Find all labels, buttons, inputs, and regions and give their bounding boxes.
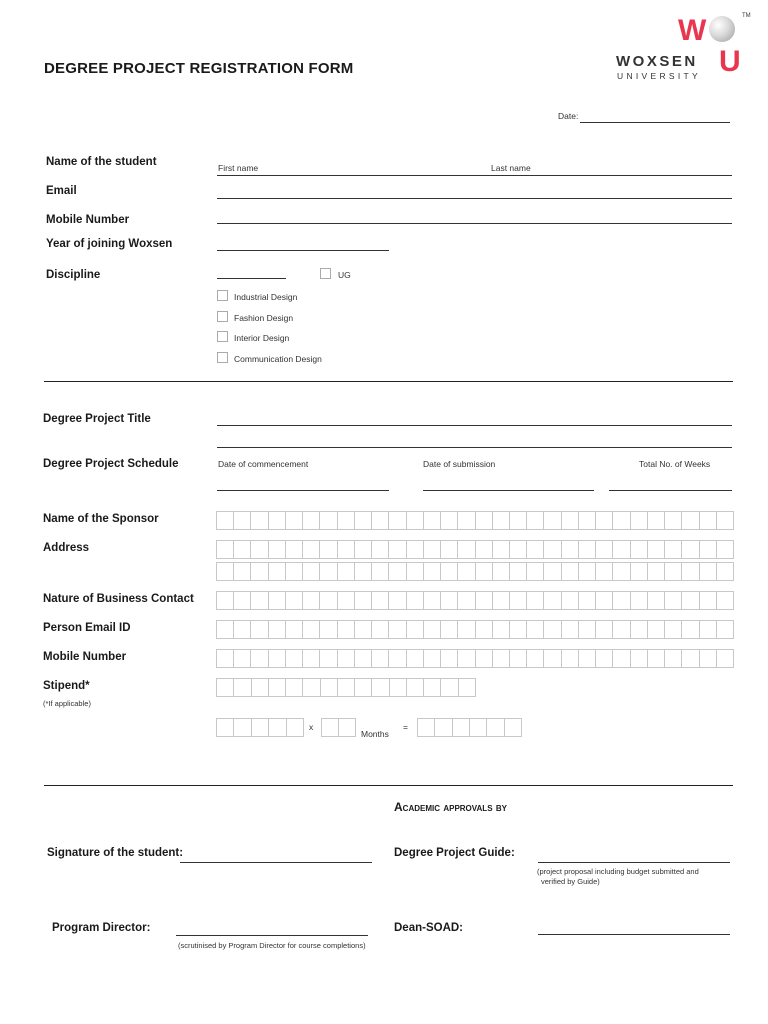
grid-cell[interactable] (665, 650, 682, 667)
grid-cell[interactable] (303, 541, 320, 558)
grid-cell[interactable] (527, 621, 544, 638)
grid-cell[interactable] (234, 650, 251, 667)
months-label: Months (361, 729, 389, 739)
grid-cell[interactable] (287, 719, 303, 736)
interior-design-label: Interior Design (234, 333, 290, 343)
stipend-note: (*If applicable) (43, 699, 91, 708)
grid-cell[interactable] (682, 621, 699, 638)
page-title: DEGREE PROJECT REGISTRATION FORM (44, 60, 354, 77)
grid-cell[interactable] (682, 592, 699, 609)
submission-label: Date of submission (423, 459, 496, 469)
grid-cell[interactable] (269, 679, 286, 696)
grid-cell[interactable] (631, 512, 648, 529)
grid-cell[interactable] (544, 541, 561, 558)
grid-cell[interactable] (303, 592, 320, 609)
director-label: Program Director: (52, 922, 151, 934)
grid-cell[interactable] (527, 541, 544, 558)
grid-cell[interactable] (355, 679, 372, 696)
grid-cell[interactable] (562, 563, 579, 580)
grid-cell[interactable] (320, 650, 337, 667)
stipend-amount-grid[interactable] (216, 718, 304, 737)
last-name-label: Last name (491, 163, 531, 173)
grid-cell[interactable] (372, 512, 389, 529)
grid-cell[interactable] (631, 592, 648, 609)
grid-cell[interactable] (217, 512, 234, 529)
grid-cell[interactable] (562, 650, 579, 667)
grid-cell[interactable] (631, 541, 648, 558)
grid-cell[interactable] (389, 650, 406, 667)
grid-cell[interactable] (320, 621, 337, 638)
grid-cell[interactable] (596, 563, 613, 580)
project-title-label: Degree Project Title (43, 413, 151, 425)
grid-cell[interactable] (476, 563, 493, 580)
project-title-field-1[interactable] (217, 425, 732, 426)
grid-cell[interactable] (389, 592, 406, 609)
sponsor-email-grid[interactable] (216, 620, 734, 639)
grid-cell[interactable] (717, 563, 733, 580)
grid-cell[interactable] (269, 563, 286, 580)
grid-cell[interactable] (269, 719, 286, 736)
grid-cell[interactable] (470, 719, 487, 736)
grid-cell[interactable] (320, 592, 337, 609)
email-label: Email (46, 185, 77, 197)
grid-cell[interactable] (682, 541, 699, 558)
grid-cell[interactable] (665, 592, 682, 609)
grid-cell[interactable] (487, 719, 504, 736)
grid-cell[interactable] (700, 592, 717, 609)
project-title-field-2[interactable] (217, 447, 732, 448)
year-field[interactable] (217, 250, 389, 251)
grid-cell[interactable] (544, 512, 561, 529)
grid-cell[interactable] (493, 541, 510, 558)
commencement-field[interactable] (217, 490, 389, 491)
grid-cell[interactable] (596, 592, 613, 609)
student-name-label: Name of the student (46, 156, 157, 168)
grid-cell[interactable] (286, 592, 303, 609)
grid-cell[interactable] (424, 621, 441, 638)
grid-cell[interactable] (493, 512, 510, 529)
grid-cell[interactable] (217, 592, 234, 609)
grid-cell[interactable] (322, 719, 339, 736)
grid-cell[interactable] (579, 592, 596, 609)
grid-cell[interactable] (700, 563, 717, 580)
grid-cell[interactable] (389, 621, 406, 638)
approvals-heading: Academic approvals by (394, 800, 507, 814)
grid-cell[interactable] (435, 719, 452, 736)
grid-cell[interactable] (596, 512, 613, 529)
grid-cell[interactable] (407, 679, 424, 696)
grid-cell[interactable] (596, 650, 613, 667)
address-label: Address (43, 542, 90, 554)
logo-w: W (678, 14, 707, 47)
grid-cell[interactable] (303, 679, 320, 696)
guide-label: Degree Project Guide: (394, 847, 515, 859)
grid-cell[interactable] (217, 621, 234, 638)
student-signature-label: Signature of the student: (47, 847, 184, 859)
grid-cell[interactable] (476, 650, 493, 667)
grid-cell[interactable] (648, 650, 665, 667)
grid-cell[interactable] (251, 563, 268, 580)
grid-cell[interactable] (424, 563, 441, 580)
grid-cell[interactable] (510, 650, 527, 667)
grid-cell[interactable] (389, 512, 406, 529)
grid-cell[interactable] (424, 650, 441, 667)
grid-cell[interactable] (407, 512, 424, 529)
grid-cell[interactable] (372, 679, 389, 696)
grid-cell[interactable] (700, 512, 717, 529)
grid-cell[interactable] (407, 621, 424, 638)
grid-cell[interactable] (372, 621, 389, 638)
grid-cell[interactable] (613, 650, 630, 667)
grid-cell[interactable] (372, 650, 389, 667)
grid-cell[interactable] (700, 650, 717, 667)
grid-cell[interactable] (269, 592, 286, 609)
grid-cell[interactable] (453, 719, 470, 736)
grid-cell[interactable] (338, 592, 355, 609)
grid-cell[interactable] (493, 592, 510, 609)
grid-cell[interactable] (441, 592, 458, 609)
date-label: Date: (558, 111, 579, 121)
nature-grid[interactable] (216, 591, 734, 610)
grid-cell[interactable] (234, 679, 251, 696)
grid-cell[interactable] (418, 719, 435, 736)
guide-note-1: (project proposal including budget submitted and (537, 867, 699, 876)
grid-cell[interactable] (217, 650, 234, 667)
project-schedule-label: Degree Project Schedule (43, 458, 179, 470)
grid-cell[interactable] (700, 621, 717, 638)
grid-cell[interactable] (441, 679, 458, 696)
grid-cell[interactable] (458, 650, 475, 667)
section-divider-2 (44, 785, 733, 786)
grid-cell[interactable] (562, 621, 579, 638)
industrial-design-checkbox[interactable] (217, 290, 228, 301)
grid-cell[interactable] (510, 563, 527, 580)
stipend-grid[interactable] (216, 678, 476, 697)
grid-cell[interactable] (527, 512, 544, 529)
grid-cell[interactable] (355, 563, 372, 580)
discipline-label: Discipline (46, 269, 101, 281)
grid-cell[interactable] (544, 621, 561, 638)
grid-cell[interactable] (338, 541, 355, 558)
grid-cell[interactable] (424, 541, 441, 558)
logo-name: WOXSEN (616, 53, 698, 70)
grid-cell[interactable] (320, 541, 337, 558)
grid-cell[interactable] (596, 541, 613, 558)
grid-cell[interactable] (458, 512, 475, 529)
address-grid-2[interactable] (216, 562, 734, 581)
grid-cell[interactable] (665, 512, 682, 529)
grid-cell[interactable] (286, 541, 303, 558)
grid-cell[interactable] (579, 621, 596, 638)
grid-cell[interactable] (579, 512, 596, 529)
grid-cell[interactable] (441, 650, 458, 667)
grid-cell[interactable] (510, 512, 527, 529)
date-field[interactable] (580, 122, 730, 123)
grid-cell[interactable] (303, 512, 320, 529)
grid-cell[interactable] (338, 679, 355, 696)
grid-cell[interactable] (476, 621, 493, 638)
grid-cell[interactable] (682, 563, 699, 580)
nature-label: Nature of Business Contact (43, 593, 194, 605)
grid-cell[interactable] (320, 512, 337, 529)
communication-design-label: Communication Design (234, 354, 322, 364)
grid-cell[interactable] (458, 541, 475, 558)
grid-cell[interactable] (648, 621, 665, 638)
grid-cell[interactable] (613, 563, 630, 580)
grid-cell[interactable] (648, 563, 665, 580)
grid-cell[interactable] (355, 650, 372, 667)
grid-cell[interactable] (372, 541, 389, 558)
sponsor-email-label: Person Email ID (43, 622, 131, 634)
logo-university: UNIVERSITY (617, 71, 702, 81)
ug-checkbox[interactable] (320, 268, 331, 279)
grid-cell[interactable] (234, 541, 251, 558)
grid-cell[interactable] (251, 541, 268, 558)
address-grid-1[interactable] (216, 540, 734, 559)
grid-cell[interactable] (407, 592, 424, 609)
grid-cell[interactable] (338, 512, 355, 529)
grid-cell[interactable] (372, 563, 389, 580)
grid-cell[interactable] (424, 679, 441, 696)
grid-cell[interactable] (339, 719, 355, 736)
grid-cell[interactable] (476, 592, 493, 609)
grid-cell[interactable] (682, 512, 699, 529)
grid-cell[interactable] (251, 621, 268, 638)
grid-cell[interactable] (303, 563, 320, 580)
interior-design-checkbox[interactable] (217, 331, 228, 342)
grid-cell[interactable] (338, 621, 355, 638)
grid-cell[interactable] (389, 563, 406, 580)
weeks-label: Total No. of Weeks (639, 459, 711, 469)
dean-signature-field[interactable] (538, 934, 730, 935)
grid-cell[interactable] (252, 719, 269, 736)
grid-cell[interactable] (631, 563, 648, 580)
times-sign: x (309, 722, 314, 732)
grid-cell[interactable] (355, 592, 372, 609)
grid-cell[interactable] (648, 512, 665, 529)
grid-cell[interactable] (441, 512, 458, 529)
grid-cell[interactable] (631, 621, 648, 638)
grid-cell[interactable] (269, 512, 286, 529)
grid-cell[interactable] (579, 650, 596, 667)
grid-cell[interactable] (544, 592, 561, 609)
mobile-label: Mobile Number (46, 214, 130, 226)
grid-cell[interactable] (458, 592, 475, 609)
grid-cell[interactable] (321, 679, 338, 696)
grid-cell[interactable] (424, 512, 441, 529)
grid-cell[interactable] (717, 621, 733, 638)
grid-cell[interactable] (390, 679, 407, 696)
stipend-label: Stipend* (43, 680, 90, 692)
months-grid[interactable] (321, 718, 356, 737)
grid-cell[interactable] (717, 512, 733, 529)
industrial-design-label: Industrial Design (234, 292, 298, 302)
section-divider-1 (44, 381, 733, 382)
grid-cell[interactable] (717, 541, 733, 558)
grid-cell[interactable] (613, 592, 630, 609)
grid-cell[interactable] (665, 563, 682, 580)
grid-cell[interactable] (505, 719, 521, 736)
grid-cell[interactable] (682, 650, 699, 667)
grid-cell[interactable] (613, 541, 630, 558)
grid-cell[interactable] (493, 563, 510, 580)
grid-cell[interactable] (424, 592, 441, 609)
grid-cell[interactable] (407, 563, 424, 580)
grid-cell[interactable] (286, 679, 303, 696)
grid-cell[interactable] (596, 621, 613, 638)
guide-note-2: verified by Guide) (541, 877, 600, 886)
grid-cell[interactable] (579, 541, 596, 558)
grid-cell[interactable] (286, 650, 303, 667)
guide-signature-field[interactable] (538, 862, 730, 863)
grid-cell[interactable] (217, 541, 234, 558)
grid-cell[interactable] (407, 650, 424, 667)
grid-cell[interactable] (527, 563, 544, 580)
student-name-field[interactable] (217, 175, 732, 176)
grid-cell[interactable] (372, 592, 389, 609)
fashion-design-checkbox[interactable] (217, 311, 228, 322)
grid-cell[interactable] (320, 563, 337, 580)
grid-cell[interactable] (613, 512, 630, 529)
grid-cell[interactable] (252, 679, 269, 696)
grid-cell[interactable] (338, 650, 355, 667)
ug-label: UG (338, 270, 351, 280)
grid-cell[interactable] (493, 650, 510, 667)
grid-cell[interactable] (338, 563, 355, 580)
grid-cell[interactable] (389, 541, 406, 558)
stipend-total-grid[interactable] (417, 718, 522, 737)
grid-cell[interactable] (544, 650, 561, 667)
grid-cell[interactable] (441, 621, 458, 638)
grid-cell[interactable] (562, 541, 579, 558)
grid-cell[interactable] (648, 541, 665, 558)
sponsor-mobile-label: Mobile Number (43, 651, 127, 663)
weeks-field[interactable] (609, 490, 732, 491)
grid-cell[interactable] (355, 512, 372, 529)
grid-cell[interactable] (527, 592, 544, 609)
grid-cell[interactable] (527, 650, 544, 667)
grid-cell[interactable] (286, 621, 303, 638)
grid-cell[interactable] (355, 621, 372, 638)
grid-cell[interactable] (510, 541, 527, 558)
grid-cell[interactable] (251, 512, 268, 529)
equals-sign: = (403, 722, 408, 732)
grid-cell[interactable] (234, 592, 251, 609)
sponsor-mobile-grid[interactable] (216, 649, 734, 668)
grid-cell[interactable] (476, 512, 493, 529)
logo-trademark: TM (742, 13, 751, 19)
grid-cell[interactable] (700, 541, 717, 558)
grid-cell[interactable] (234, 621, 251, 638)
grid-cell[interactable] (562, 512, 579, 529)
grid-cell[interactable] (717, 650, 733, 667)
grid-cell[interactable] (269, 650, 286, 667)
director-signature-field[interactable] (176, 935, 368, 936)
grid-cell[interactable] (269, 621, 286, 638)
sponsor-name-grid[interactable] (216, 511, 734, 530)
grid-cell[interactable] (562, 592, 579, 609)
grid-cell[interactable] (303, 621, 320, 638)
sponsor-name-label: Name of the Sponsor (43, 513, 159, 525)
grid-cell[interactable] (355, 541, 372, 558)
grid-cell[interactable] (613, 621, 630, 638)
first-name-label: First name (218, 163, 259, 173)
grid-cell[interactable] (717, 592, 733, 609)
grid-cell[interactable] (269, 541, 286, 558)
grid-cell[interactable] (286, 512, 303, 529)
submission-field[interactable] (423, 490, 594, 491)
grid-cell[interactable] (286, 563, 303, 580)
grid-cell[interactable] (493, 621, 510, 638)
grid-cell[interactable] (510, 621, 527, 638)
grid-cell[interactable] (648, 592, 665, 609)
grid-cell[interactable] (441, 541, 458, 558)
student-signature-field[interactable] (180, 862, 372, 863)
commencement-label: Date of commencement (218, 459, 309, 469)
grid-cell[interactable] (459, 679, 475, 696)
grid-cell[interactable] (234, 512, 251, 529)
grid-cell[interactable] (441, 563, 458, 580)
grid-cell[interactable] (303, 650, 320, 667)
grid-cell[interactable] (217, 563, 234, 580)
discipline-field[interactable] (217, 278, 286, 279)
director-note: (scrutinised by Program Director for course completions) (178, 941, 366, 950)
grid-cell[interactable] (579, 563, 596, 580)
grid-cell[interactable] (458, 621, 475, 638)
grid-cell[interactable] (544, 563, 561, 580)
grid-cell[interactable] (631, 650, 648, 667)
communication-design-checkbox[interactable] (217, 352, 228, 363)
fashion-design-label: Fashion Design (234, 313, 294, 323)
dean-label: Dean-SOAD: (394, 922, 464, 934)
grid-cell[interactable] (665, 621, 682, 638)
grid-cell[interactable] (251, 650, 268, 667)
grid-cell[interactable] (458, 563, 475, 580)
grid-cell[interactable] (251, 592, 268, 609)
grid-cell[interactable] (407, 541, 424, 558)
grid-cell[interactable] (476, 541, 493, 558)
grid-cell[interactable] (217, 679, 234, 696)
grid-cell[interactable] (234, 719, 251, 736)
logo-globe-icon (709, 16, 735, 42)
grid-cell[interactable] (217, 719, 234, 736)
grid-cell[interactable] (234, 563, 251, 580)
year-label: Year of joining Woxsen (46, 238, 173, 250)
logo-u: U (719, 45, 741, 78)
email-field[interactable] (217, 198, 732, 199)
mobile-field[interactable] (217, 223, 732, 224)
grid-cell[interactable] (665, 541, 682, 558)
grid-cell[interactable] (510, 592, 527, 609)
